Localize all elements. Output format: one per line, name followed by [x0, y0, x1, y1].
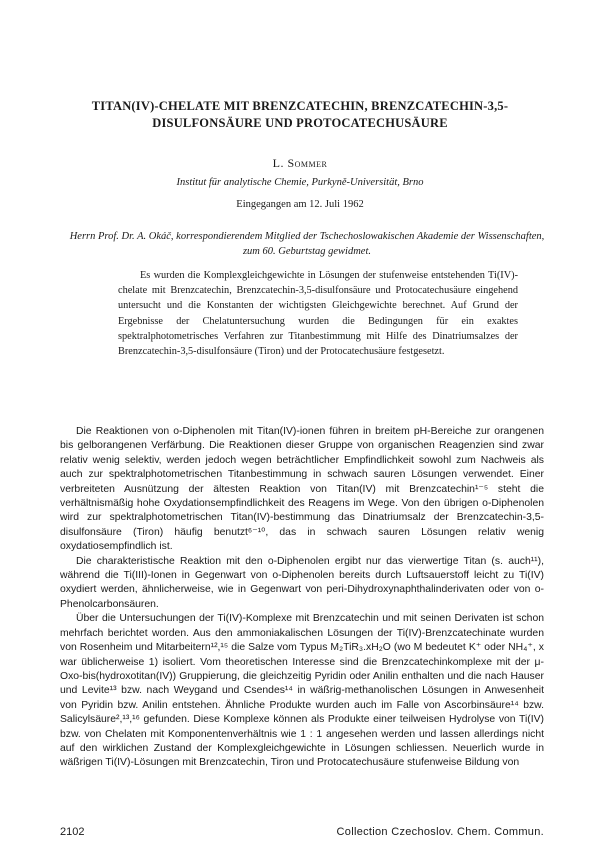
page-number: 2102 — [60, 826, 85, 838]
article-title: TITAN(IV)-CHELATE MIT BRENZCATECHIN, BRENZCATECHIN-3,5-DISULFONSÄURE UND PROTOCATECHUSÄURE — [91, 99, 509, 130]
journal-name: Collection Czechoslov. Chem. Commun. — [336, 826, 544, 838]
abstract: Es wurden die Komplexgleichgewichte in Lösungen der stufenweise entstehenden Ti(IV)-chelate mit Brenzcatechin, Brenzcatechin-3,5-disulfonsäure und Protocatechusäure eingehend untersucht und die Konstanten der wichtigsten Gleichgewichte berechnet. Auf Grund der Ergebnisse der Chelatuntersuchung wurden die Bedingungen für ein exaktes spektralphotometrisches Verfahren zur Titanbestimmung mit Hilfe des Dinatriumsalzes der Brenzcatechin-3,5-disulfonsäure (Tiron) und der Protocatechusäure festgesetzt. — [118, 270, 518, 358]
paragraph: Über die Untersuchungen der Ti(IV)-Komplexe mit Brenzcatechin und mit seinen Derivaten ist schon mehrfach berichtet worden. Aus den ammoniakalischen Lösungen der Ti(IV)-Brenzcatechinate wurden von Rosenheim und Mitarbeitern¹²,¹⁵ die Salze vom Typus M₂TiR₃.xH₂O (wo M bedeutet K⁺ oder NH₄⁺, x war üblicherweise 1) isoliert. Vom theoretischen Interesse sind die Brenzcatechinkomplexe mit der μ-Oxo-bis(hydroxotitan(IV)) Gruppierung, die gleichzeitig Pyridin oder Anilin enthalten und die nach Hauser und Levite¹³ bzw. nach Weygand und Csendes¹⁴ in wäßrig-methanolischen Lösungen in Anwesenheit von Pyridin bzw. Anilin entstehen. Ähnliche Produkte wurden auch im Falle von Ascorbinsäure¹⁴ bzw. Salicylsäure²,¹³,¹⁶ gefunden. Diese Komplexe können als Produkte einer teilweisen Hydrolyse von Ti(IV) bzw. von Chelaten mit Komponentenverhältnis wie 1 : 1 angesehen werden und lassen allerdings nicht auf den wirklichen Zustand der Komplexgleichgewichte in Lösungen schliessen. Neuerlich wurde in wäßrigen Ti(IV)-Lösungen mit Brenzcatechin, Tiron und Protocatechusäure stufenweise Bildung von — [60, 613, 544, 769]
author-name: L. Sommer — [272, 156, 328, 170]
received-date: Eingegangen am 12. Juli 1962 — [236, 199, 364, 210]
affiliation: Institut für analytische Chemie, Purkyně-Universität, Brno — [176, 177, 424, 188]
body-text — [60, 425, 544, 771]
paragraph: Die Reaktionen von o-Diphenolen mit Titan(IV)-ionen führen in breitem pH-Bereiche zur orangenen bis gelborangenen Verfärbung. Die Reaktionen dieser Gruppe von organischen Reagenzien sind zwar relativ wenig selektiv, werden jedoch wegen beträchtlicher Empfindlichkeit sowohl zum Nachweis als auch zur spektralphotometrischen Titanbestimmung in schwach sauren Lösungen verwendet. Einer verbreiteten Ausnützung der ältesten Reaktion von Titan(IV) mit Brenzcatechin¹⁻⁵ steht die verhältnismäßig hohe Oxydationsempfindlichkeit des Reagens im Wege. Von den übrigen o-Diphenolen wird zur spektralphotometrischen Titan(IV)-bestimmung das Dinatriumsalz der Brenzcatechin-3,5-disulfonsäure (Tiron) häufig benutzt⁶⁻¹⁰, das in schwach sauren Lösungen relativ wenig oxydatiosempfindlich ist. — [60, 426, 544, 553]
paragraph: Die charakteristische Reaktion mit den o-Diphenolen ergibt nur das vierwertige Titan (s. auch¹¹), während die Ti(III)-Ionen in Gegenwart von o-Diphenolen bereits durch Luftsauerstoff leicht zu Ti(IV) oxydiert werden, ähnlicherweise, wie in Gegenwart von peri-Dihydroxynaphthalinderivaten oder von o-Phenolcarbonsäuren. — [60, 555, 544, 610]
dedication: Herrn Prof. Dr. A. Okáč, korrespondierendem Mitglied der Tschechoslowakischen Akademie der Wissenschaften, zum 60. Geburtstag gewidmet. — [69, 231, 545, 257]
